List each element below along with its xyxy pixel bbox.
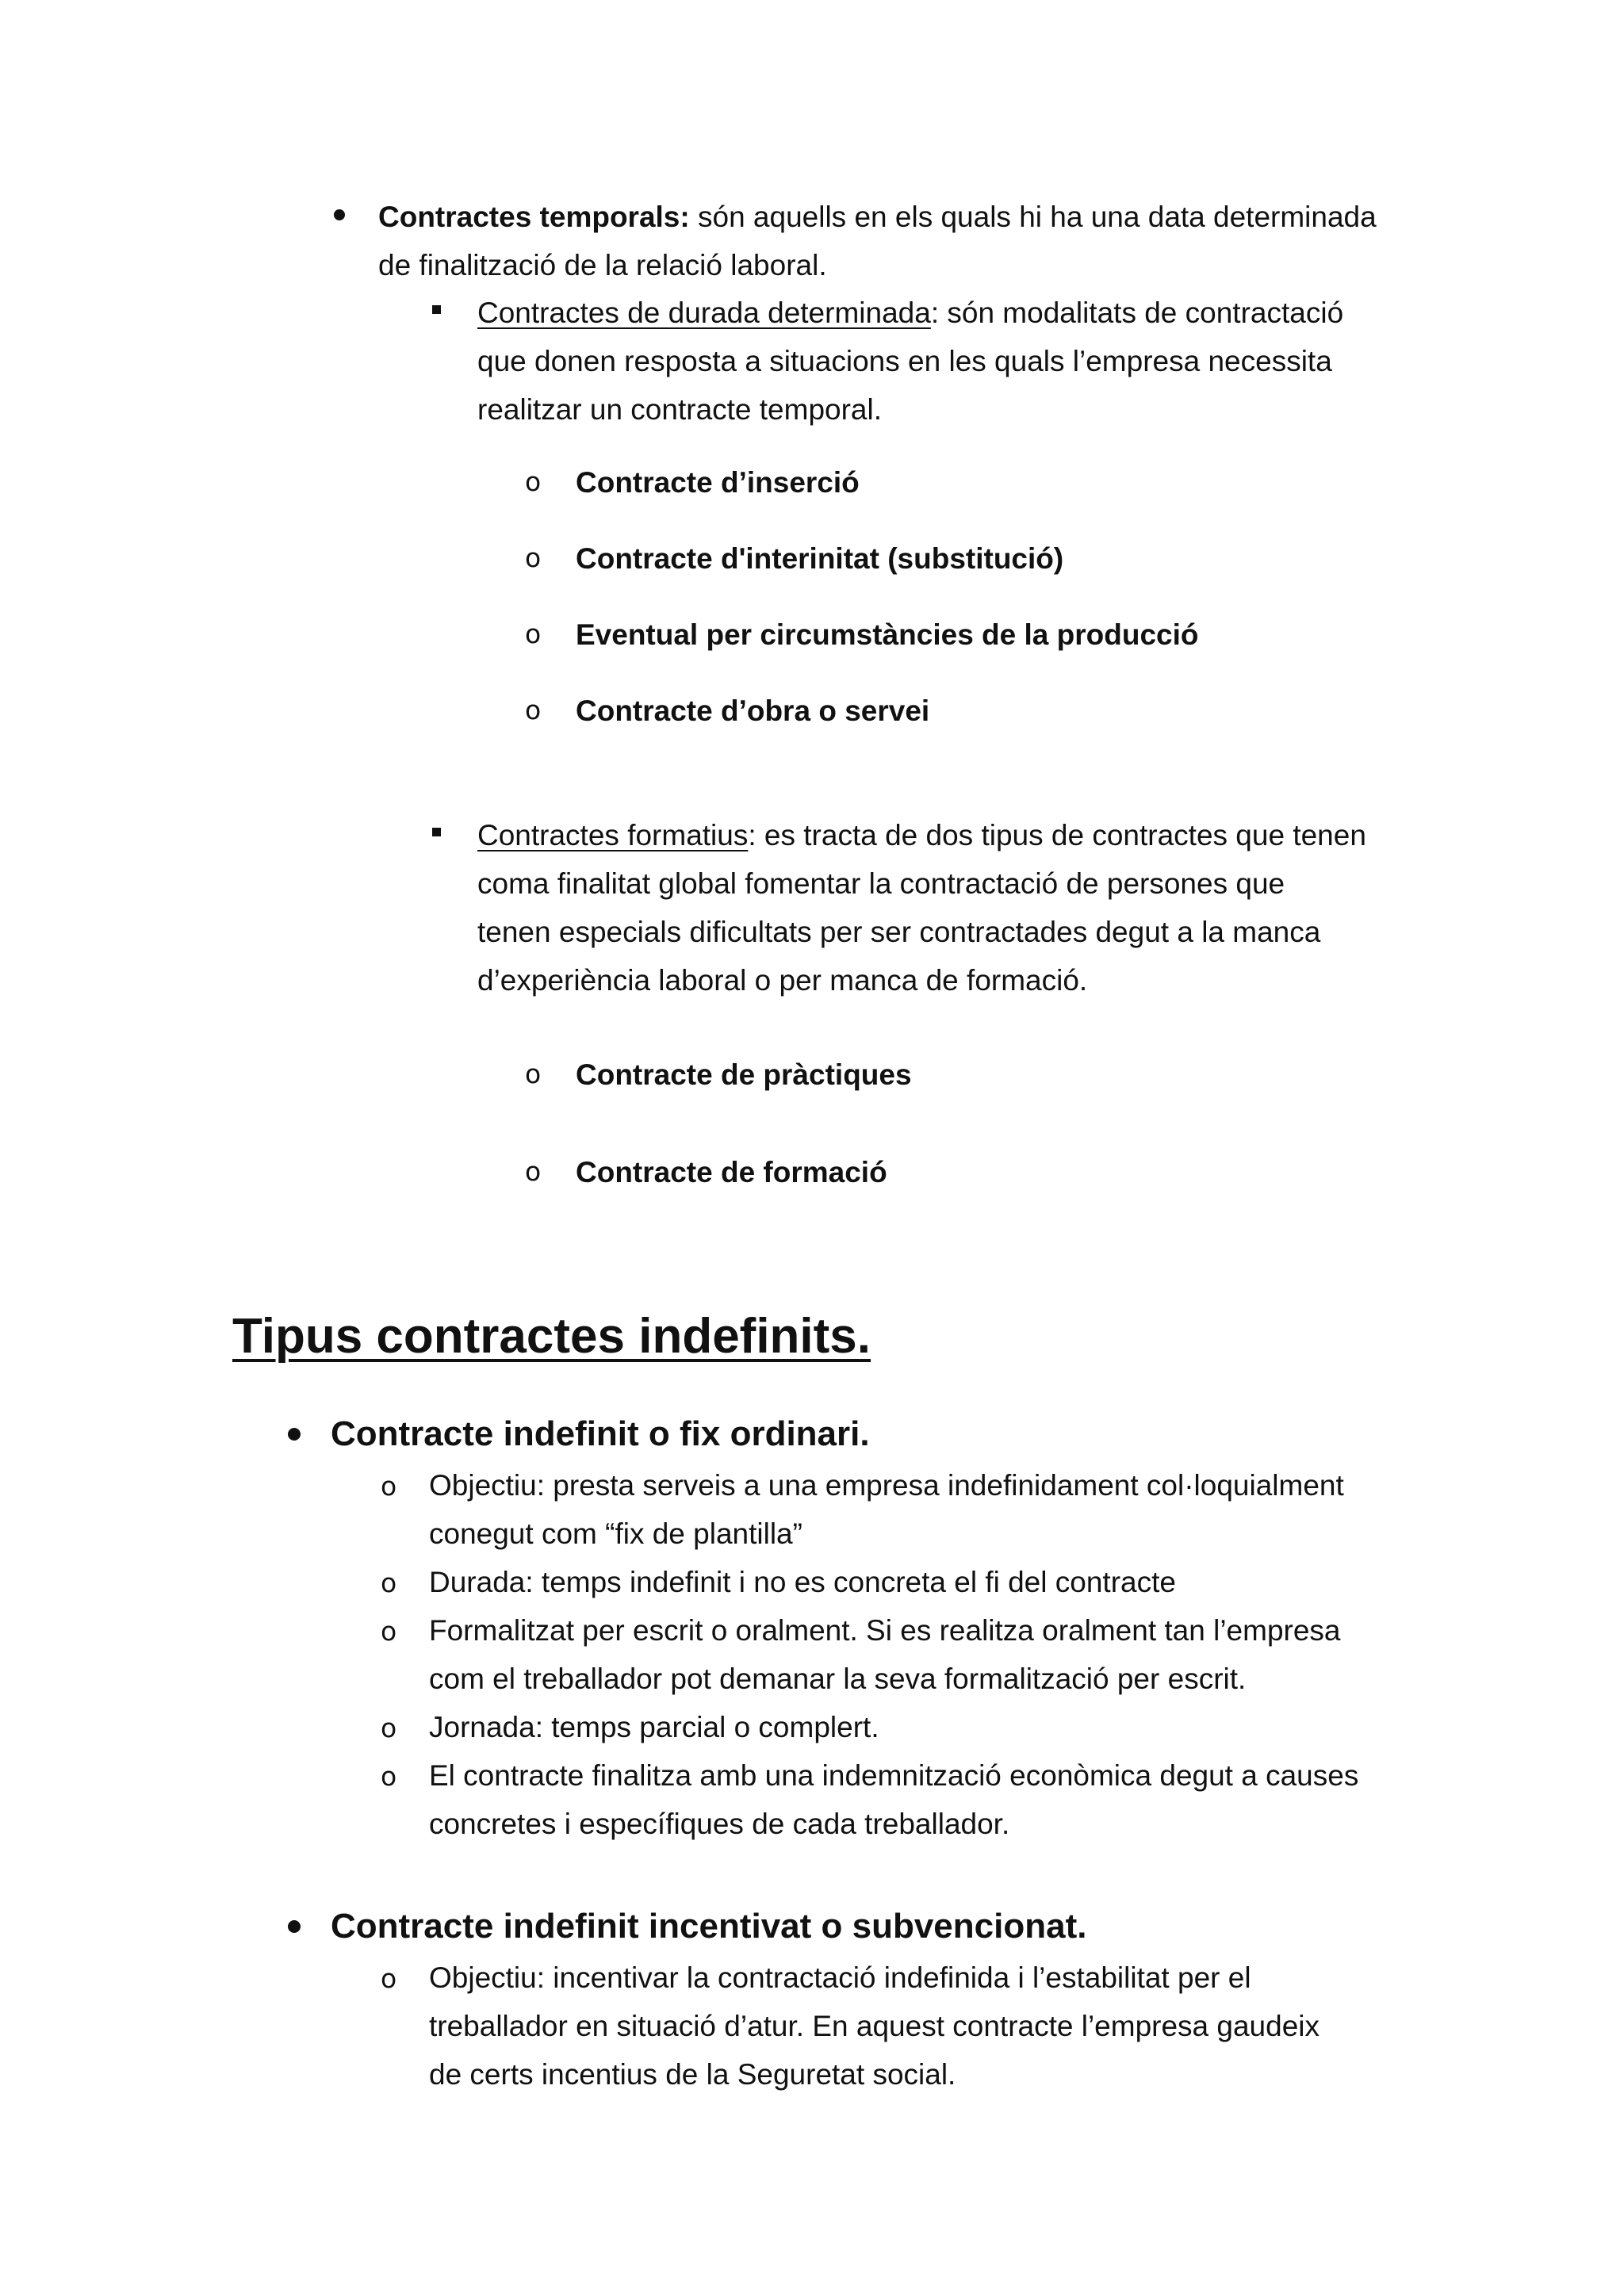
list-item: Eventual per circumstàncies de la producció xyxy=(576,618,1199,651)
list-item-line: El contracte finalitza amb una indemnització econòmica degut a causes xyxy=(429,1759,1359,1792)
formatius-label: Contractes formatius xyxy=(477,819,749,851)
list-item: Contracte d’inserció xyxy=(576,466,860,499)
temporals-title: Contractes temporals: xyxy=(378,201,690,233)
list-item-line: Formalitzat per escrit o oralment. Si es realitza oralment tan l’empresa xyxy=(429,1614,1341,1647)
list-item: Contracte de formació xyxy=(576,1156,887,1188)
temporals-paragraph xyxy=(378,193,1409,289)
list-item-line: conegut com “fix de plantilla” xyxy=(429,1517,802,1550)
circle-bullet: o xyxy=(525,618,542,649)
list-item-line: Jornada: temps parcial o complert. xyxy=(429,1711,879,1743)
list-item-line: de certs incentius de la Seguretat social. xyxy=(429,2058,956,2091)
circle-bullet: o xyxy=(381,1963,397,1994)
circle-bullet: o xyxy=(381,1761,397,1792)
circle-bullet: o xyxy=(525,1156,542,1187)
ordinari-title: Contracte indefinit o fix ordinari. xyxy=(331,1414,870,1453)
circle-bullet: o xyxy=(381,1567,397,1598)
circle-bullet: o xyxy=(525,466,542,497)
circle-bullet: o xyxy=(525,695,542,725)
durada-paragraph xyxy=(477,289,1508,434)
circle-bullet: o xyxy=(525,542,542,573)
durada-label: Contractes de durada determinada xyxy=(477,297,931,329)
list-item-line: com el treballador pot demanar la seva formalització per escrit. xyxy=(429,1663,1247,1695)
list-item xyxy=(429,1751,1460,1848)
bullet-dot xyxy=(288,1428,301,1441)
list-item xyxy=(429,1606,1460,1703)
formatius-text-line2: coma finalitat global fomentar la contractació de persones que xyxy=(477,867,1285,900)
circle-bullet: o xyxy=(381,1712,397,1743)
list-item: Contracte d’obra o servei xyxy=(576,695,930,727)
square-bullet xyxy=(432,305,441,314)
circle-bullet: o xyxy=(381,1471,397,1502)
list-item xyxy=(429,1461,1460,1558)
square-bullet xyxy=(432,828,441,836)
circle-bullet: o xyxy=(525,1058,542,1089)
list-item-line: concretes i específiques de cada treballador. xyxy=(429,1808,1010,1840)
formatius-paragraph xyxy=(477,811,1508,1004)
durada-text-line1: : són modalitats de contractació xyxy=(930,297,1344,329)
section-heading: Tipus contractes indefinits. xyxy=(232,1309,871,1364)
list-item-line: Objectiu: presta serveis a una empresa indefinidament col·loquialment xyxy=(429,1469,1344,1502)
formatius-text-line4: d’experiència laboral o per manca de formació. xyxy=(477,964,1088,997)
incentivat-title: Contracte indefinit incentivat o subvencionat. xyxy=(331,1907,1087,1946)
list-item xyxy=(429,1703,1460,1751)
list-item xyxy=(429,1558,1460,1606)
bullet-dot xyxy=(288,1920,301,1933)
durada-text-line2: que donen resposta a situacions en les quals l’empresa necessita xyxy=(477,345,1332,377)
list-item-line: Durada: temps indefinit i no es concreta el fi del contracte xyxy=(429,1566,1176,1598)
formatius-text-line3: tenen especials dificultats per ser contractades degut a la manca xyxy=(477,916,1321,948)
list-item-line: treballador en situació d’atur. En aquest contracte l’empresa gaudeix xyxy=(429,2010,1320,2042)
durada-text-line3: realitzar un contracte temporal. xyxy=(477,393,883,426)
circle-bullet: o xyxy=(381,1616,397,1647)
list-item: Contracte de pràctiques xyxy=(576,1058,912,1091)
temporals-text-line1: són aquells en els quals hi ha una data determinada xyxy=(698,201,1377,233)
list-item xyxy=(429,1954,1460,2099)
list-item: Contracte d'interinitat (substitució) xyxy=(576,542,1064,575)
bullet-dot xyxy=(334,209,345,220)
list-item-line: Objectiu: incentivar la contractació indefinida i l’estabilitat per el xyxy=(429,1961,1251,1994)
formatius-text-line1: : es tracta de dos tipus de contractes que tenen xyxy=(748,819,1366,851)
temporals-text-line2: de finalització de la relació laboral. xyxy=(378,249,827,281)
